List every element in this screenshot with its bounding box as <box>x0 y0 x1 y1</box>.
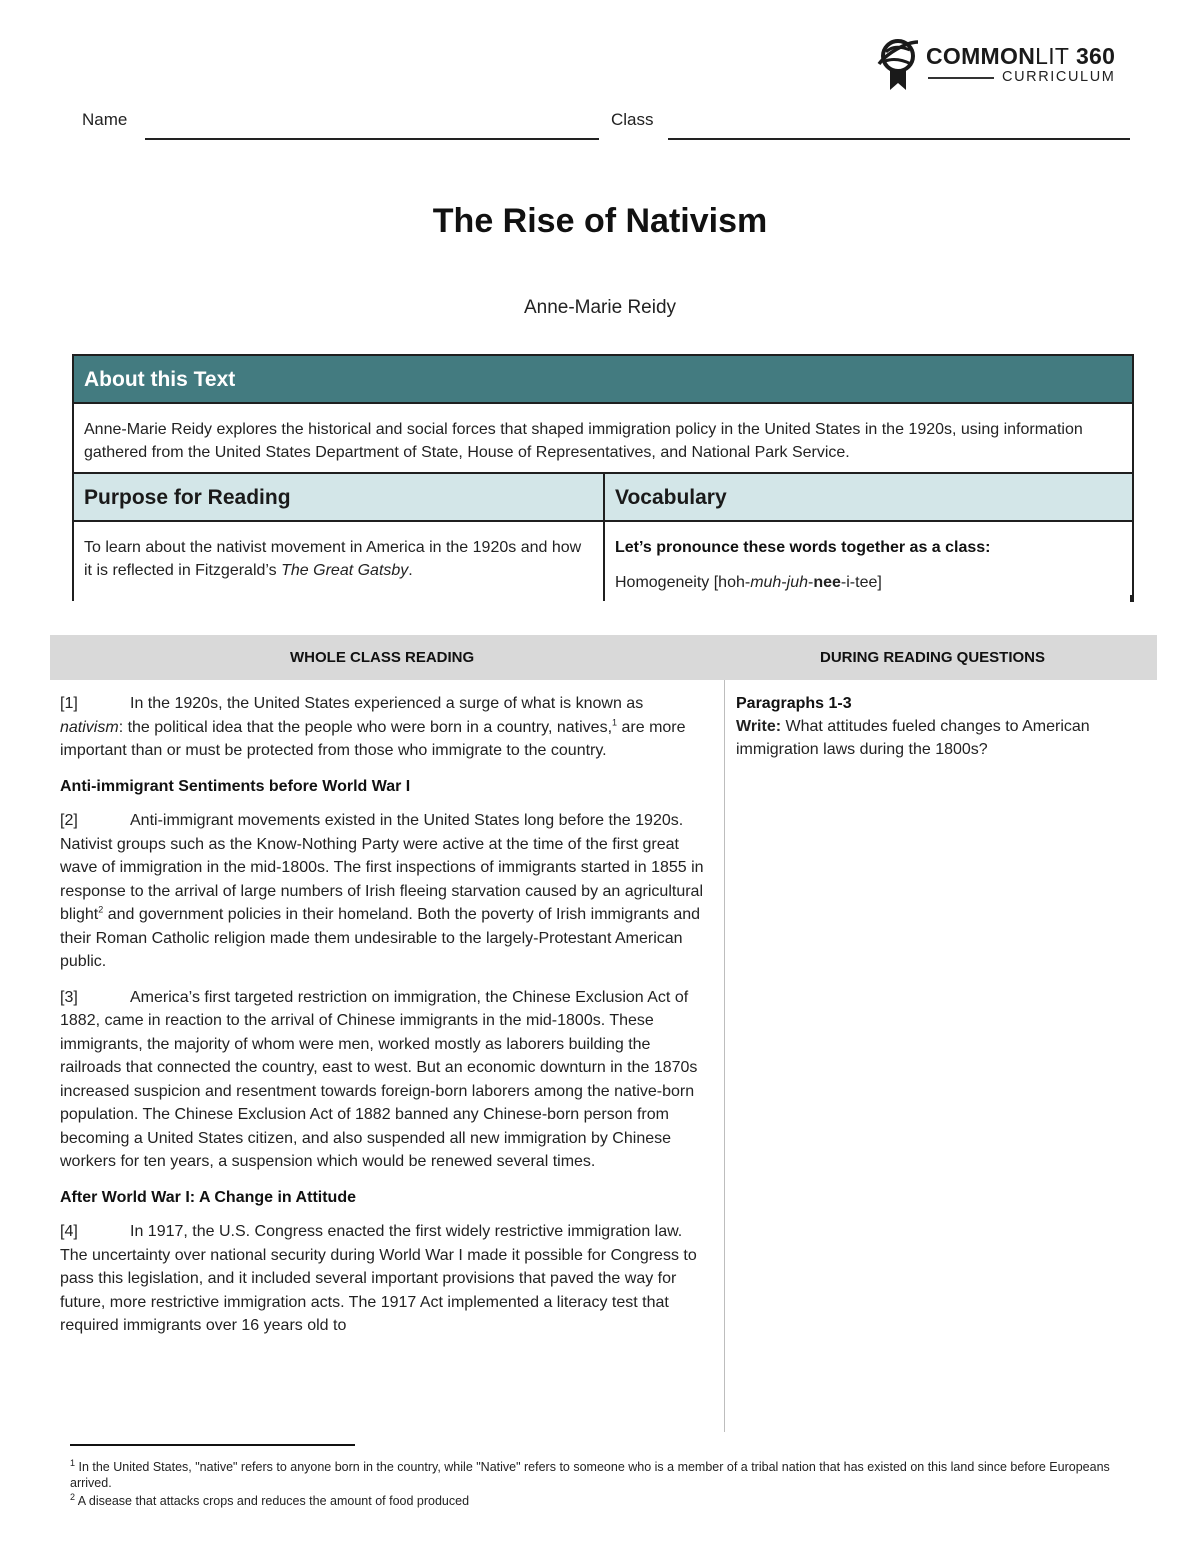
vocabulary-item: Homogeneity [hoh-muh-juh-nee-i-tee] <box>615 574 882 591</box>
commonlit-logo <box>876 34 1132 94</box>
question-range: Paragraphs 1-3 <box>736 695 852 712</box>
purpose-heading: Purpose for Reading <box>84 486 291 509</box>
purpose-heading-bar <box>74 474 603 522</box>
column-divider <box>603 474 605 601</box>
footnote-rule <box>70 1444 355 1446</box>
logo-rule <box>928 77 994 79</box>
author-name: Anne-Marie Reidy <box>523 297 677 318</box>
table-column-divider <box>724 680 725 1432</box>
paragraph-4: [4] In 1917, the U.S. Congress enacted the first widely restrictive immigration law. The uncertainty over national security during World War I made it possible for Congress to pass this legislation, and it included several important provisions that paved the way for future, more restrictive immigration acts. The 1917 Act implemented a literacy test that required immigrants over 16 years old to <box>60 1223 697 1334</box>
class-field-line[interactable] <box>668 138 1130 140</box>
paragraph-1: [1] In the 1920s, the United States experienced a surge of what is known as nativism: the political idea that the people who were born in a country, natives,$^1$ are more important than or must be protected from those who immigrate to the country. <box>60 695 686 759</box>
footnote-1: $^1$ In the United States, "native" refers to anyone born in the country, while "Native" refers to someone who is a member of a tribal nation that has existed on this land since before Europeans arrived. <box>70 1457 1110 1490</box>
vocabulary-heading: Vocabulary <box>615 486 727 509</box>
box-corner <box>1130 595 1134 602</box>
subheading-after-wwi: After World War I: A Change in Attitude <box>60 1188 356 1206</box>
about-heading-bar <box>74 356 1132 404</box>
about-text-box <box>72 354 1134 601</box>
reading-column <box>60 692 708 1350</box>
question-1[interactable]: Write: What attitudes fueled changes to American immigration laws during the 1800s? <box>736 718 1090 758</box>
class-label: Class <box>611 110 654 129</box>
reading-table-header <box>50 635 1157 680</box>
paragraph-2: [2] Anti-immigrant movements existed in the United States long before the 1920s. Nativist groups such as the Know-Nothing Party were active at the time of the first great wave of immigration in the mid-1800s. The first inspections of immigrants started in 1855 in response to the arrival of large numbers of Irish fleeing starvation caused by an agricultural blight$^2$ and government policies in their homeland. Both the poverty of Irish immigrants and their Roman Catholic religion made them undesirable to the largely-Protestant American public. <box>60 812 704 970</box>
globe-ribbon-icon <box>876 34 920 92</box>
footnote-2: $^2$ A disease that attacks crops and reduces the amount of food produced <box>70 1491 470 1508</box>
questions-column <box>736 692 1146 761</box>
name-field-line[interactable] <box>145 138 599 140</box>
vocabulary-heading-bar <box>605 474 1132 522</box>
name-label: Name <box>82 110 128 129</box>
purpose-text: To learn about the nativist movement in America in the 1920s and how it is reflected in Fitzgerald’s The Great Gatsby. <box>84 539 582 579</box>
about-heading: About this Text <box>84 368 236 391</box>
vocabulary-lead: Let’s pronounce these words together as a class: <box>615 539 991 556</box>
whole-class-reading-header: WHOLE CLASS READING <box>290 649 475 666</box>
logo-subtitle: CURRICULUM <box>1002 69 1116 85</box>
logo-wordmark: COMMONLIT 360 <box>926 43 1116 69</box>
subheading-before-wwi: Anti-immigrant Sentiments before World War I <box>60 777 411 795</box>
during-reading-questions-header: DURING READING QUESTIONS <box>820 649 1046 666</box>
about-body: Anne-Marie Reidy explores the historical and social forces that shaped immigration policy in the United States in the 1920s, using information gathered from the United States Department of State, House of Representatives, and National Park Service. <box>84 421 1083 461</box>
paragraph-3: [3] America’s first targeted restriction on immigration, the Chinese Exclusion Act of 1882, came in reaction to the arrival of Chinese immigrants in the mid-1800s. These immigrants, the majority of whom were men, worked mostly as laborers building the railroads that connected the country, east to west. But an economic downturn in the 1870s increased suspicion and resentment towards foreign-born laborers among the native-born population. The Chinese Exclusion Act of 1882 banned any Chinese-born person from becoming a United States citizen, and also suspended all new immigration by Chinese workers for ten years, a suspension which would be renewed several times. <box>60 988 698 1170</box>
page-title: The Rise of Nativism <box>432 202 768 240</box>
